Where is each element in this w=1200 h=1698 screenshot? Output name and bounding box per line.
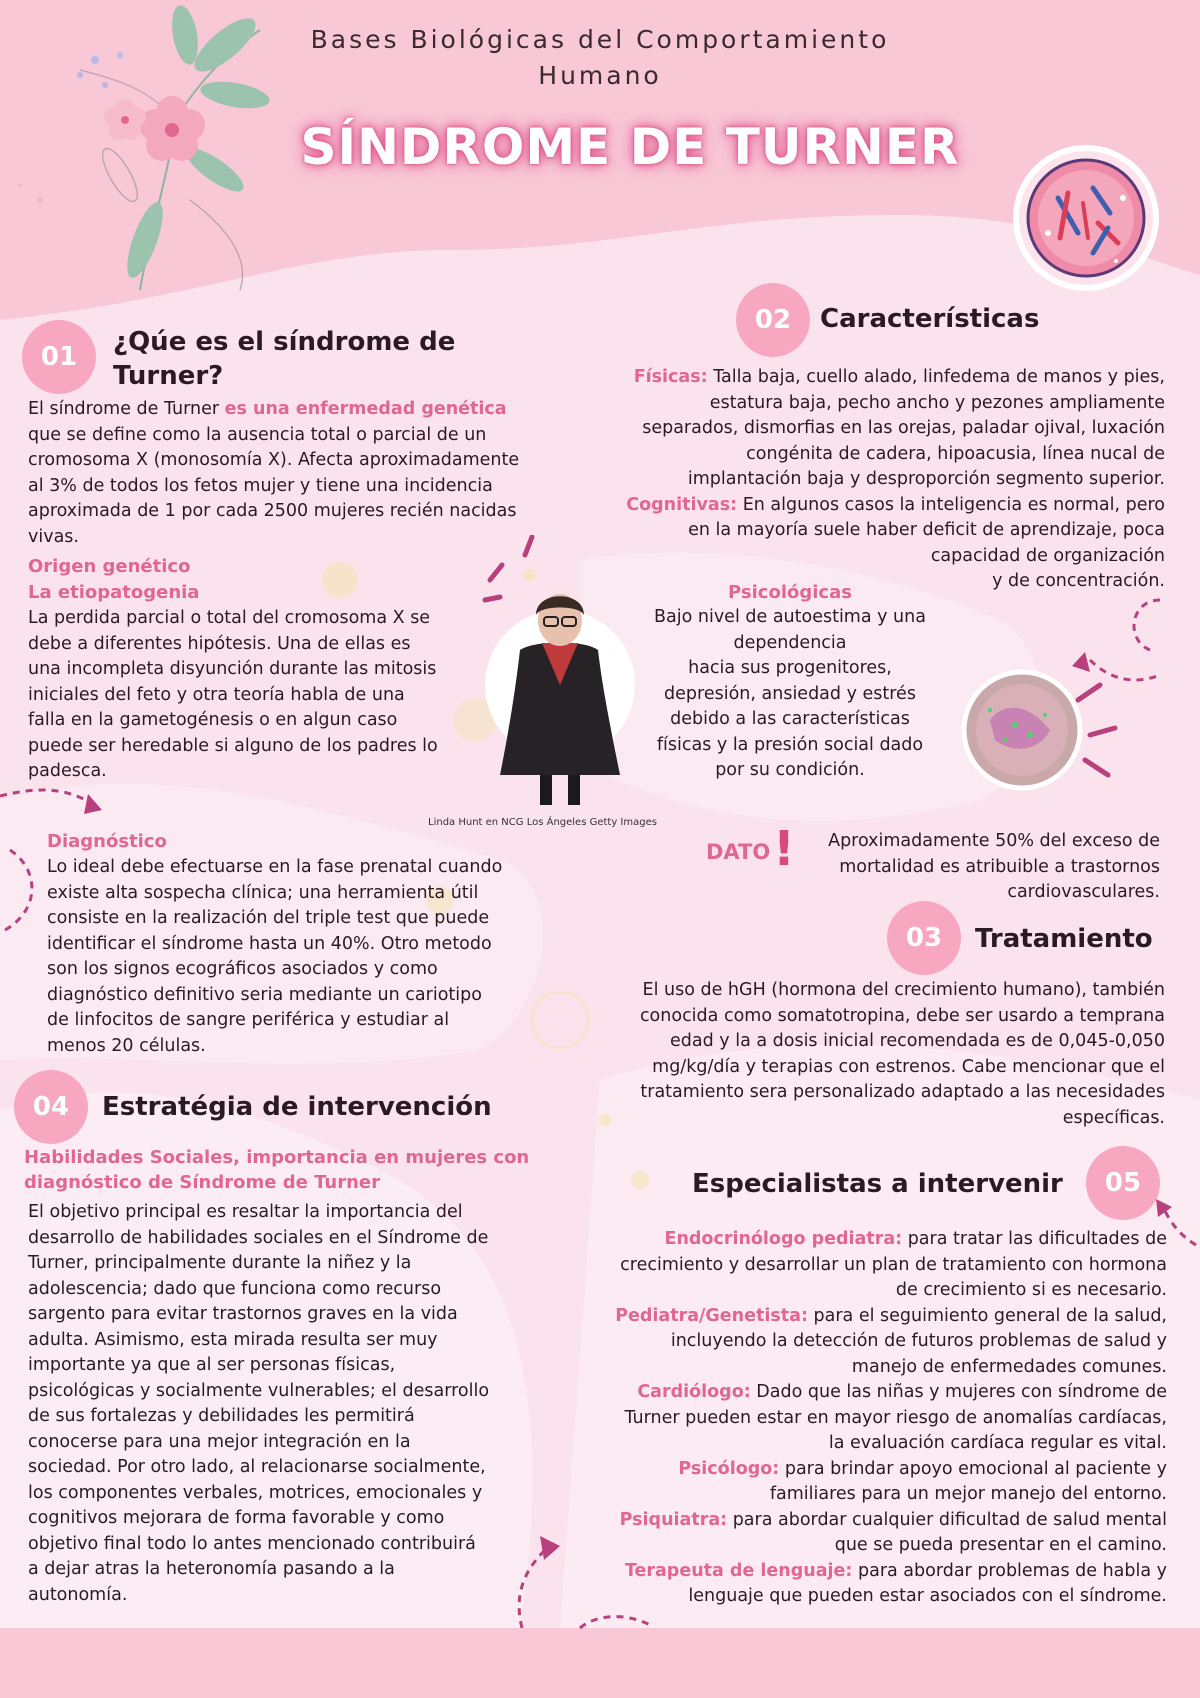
tratamiento-line: edad y la a dosis inicial recomendada es de 0,045-0,050	[670, 1031, 1165, 1051]
specialist-line: crecimiento y desarrollar un plan de tratamiento con hormona	[620, 1254, 1167, 1275]
specialist-line: para tratar las dificultades de	[902, 1229, 1167, 1249]
diag-line: de linfocitos de sangre periférica y estudiar al	[47, 1010, 450, 1030]
section-01-intro	[28, 397, 568, 550]
intro-text: El síndrome de Turner	[28, 399, 225, 419]
specialist-line: Dado que las niñas y mujeres con síndrome de	[750, 1382, 1167, 1402]
cognitivas-label: Cognitivas:	[626, 494, 738, 515]
intro-line: al 3% de todos los fetos mujer y tiene una incidencia	[28, 475, 493, 496]
specialist-item	[560, 1380, 1167, 1457]
dato-text	[780, 829, 1160, 906]
origin-label: Origen genético	[28, 556, 191, 577]
section-04-badge: 04	[14, 1070, 88, 1144]
estrategia-line: autonomía.	[28, 1584, 128, 1605]
section-01-heading-line2: Turner?	[113, 361, 224, 391]
section-01-heading-line1: ¿Qúe es el síndrome de	[113, 327, 456, 357]
fisicas-line: Talla baja, cuello alado, linfedema de manos y pies,	[707, 367, 1165, 387]
psico-line: físicas y la presión social dado	[656, 734, 924, 755]
estrategia-text	[28, 1200, 548, 1608]
section-05-heading: Especialistas a intervenir	[692, 1169, 1063, 1199]
specialist-item	[560, 1227, 1167, 1304]
estrategia-line: adulta. Asimismo, esta mirada resulta ser muy	[28, 1329, 438, 1350]
specialist-line: para abordar cualquier dificultad de salud mental	[727, 1509, 1167, 1530]
etio-line: padesca.	[28, 761, 107, 781]
estrategia-line: los componentes verbales, motrices, emocionales y	[28, 1482, 483, 1503]
tratamiento-line: específicas.	[1062, 1107, 1165, 1128]
specialist-line: Turner pueden estar en mayor riesgo de anomalías cardíacas,	[624, 1407, 1167, 1428]
course-title-line1: Bases Biológicas del Comportamiento	[310, 25, 890, 54]
fisicas-label: Físicas:	[633, 367, 708, 387]
specialist-item	[560, 1304, 1167, 1381]
diag-line: Lo ideal debe efectuarse en la fase prenatal cuando	[47, 857, 503, 877]
intro-line: aproximada de 1 por cada 2500 mujeres recién nacidas	[28, 501, 517, 521]
etiopatogenia-label: La etiopatogenia	[28, 582, 200, 603]
specialist-line: incluyendo la detección de futuros problemas de salud y	[670, 1331, 1167, 1351]
estrategia-line: Turner, principalmente durante la niñez y la	[28, 1253, 412, 1273]
estrategia-line: El objetivo principal es resaltar la importancia del	[28, 1202, 463, 1222]
etio-line: La perdida parcial o total del cromosoma X se	[28, 608, 431, 628]
diag-line: consiste en la realización del triple test que puede	[47, 908, 490, 928]
specialist-line: familiares para un mejor manejo del entorno.	[769, 1484, 1167, 1504]
etio-line: debe a diferentes hipótesis. Una de ellas es	[28, 633, 411, 654]
page-title: SÍNDROME DE TURNER	[300, 118, 960, 176]
subheading-line: diagnóstico de Síndrome de Turner	[24, 1172, 380, 1193]
section-01-heading	[113, 325, 455, 393]
course-title-line2: Humano	[538, 61, 662, 90]
specialist-line: para el seguimiento general de la salud,	[807, 1305, 1167, 1326]
specialist-label: Pediatra/Genetista:	[615, 1305, 808, 1326]
psico-line: debido a las características	[670, 709, 910, 729]
estrategia-line: a dejar atras la heteronomía pasando a la	[28, 1559, 395, 1579]
section-03-heading: Tratamiento	[975, 924, 1153, 954]
psico-line: por su condición.	[715, 760, 865, 780]
caracteristicas-text	[560, 365, 1165, 595]
etio-line: falla en la gametogénesis o en algun caso	[28, 710, 398, 730]
estrategia-line: desarrollo de habilidades sociales en el Síndrome de	[28, 1227, 489, 1248]
estrategia-line: importante ya que al ser personas físicas,	[28, 1355, 396, 1375]
estrategia-line: sargento para evitar trastornos graves en la vida	[28, 1304, 458, 1324]
section-04-heading: Estratégia de intervención	[102, 1092, 492, 1122]
fisicas-line: estatura baja, pecho ancho y pezones ampliamente	[709, 392, 1165, 413]
diag-line: diagnóstico definitivo seria mediante un cariotipo	[47, 984, 482, 1005]
diagnostico-label: Diagnóstico	[47, 831, 167, 852]
section-01-badge: 01	[22, 320, 96, 394]
fisicas-line: implantación baja y desproporción segmento superior.	[687, 469, 1165, 489]
psicologicas-label: Psicológicas	[728, 582, 852, 603]
etio-line: una incompleta disyunción durante las mitosis	[28, 659, 437, 679]
diag-line: identificar el síndrome hasta un 40%. Otro metodo	[47, 933, 492, 954]
section-02-heading: Características	[820, 304, 1040, 334]
estrategia-line: psicológicas y socialmente vulnerables; el desarrollo	[28, 1380, 490, 1401]
dato-line: cardiovasculares.	[1007, 882, 1160, 902]
etio-line: puede ser heredable si alguno de los padres lo	[28, 735, 438, 756]
cell-microscope-icon	[960, 580, 1200, 800]
diagnostico-text	[47, 855, 567, 1059]
specialist-label: Endocrinólogo pediatra:	[664, 1229, 903, 1249]
course-title	[0, 22, 1200, 94]
specialist-item	[560, 1457, 1167, 1508]
tratamiento-line: El uso de hGH (hormona del crecimiento humano), también	[642, 980, 1165, 1000]
dato-label: DATO	[706, 840, 771, 864]
intro-highlight: es una enfermedad genética	[224, 399, 507, 419]
cognitivas-line: y de concentración.	[992, 571, 1165, 591]
section-05-badge: 05	[1086, 1146, 1160, 1220]
intro-line: que se define como la ausencia total o parcial de un	[28, 424, 487, 445]
section-02-badge: 02	[736, 283, 810, 357]
specialist-label: Psicólogo:	[678, 1458, 780, 1479]
estrategia-line: objetivo final todo lo antes mencionado contribuirá	[28, 1533, 476, 1554]
estrategia-line: de sus fortalezas y debilidades les permitirá	[28, 1406, 415, 1426]
exclamation-icon: !	[773, 821, 795, 877]
cognitivas-line: en la mayoría suele haber deficit de aprendizaje, poca	[688, 520, 1165, 540]
dato-line: mortalidad es atribuible a trastornos	[839, 856, 1160, 877]
tratamiento-line: tratamiento sera personalizado adaptado a las necesidades	[640, 1082, 1165, 1102]
tratamiento-text	[580, 978, 1165, 1131]
specialist-line: la evaluación cardíaca regular es vital.	[828, 1433, 1167, 1453]
cognitivas-line: En algunos casos la inteligencia es normal, pero	[737, 494, 1165, 515]
specialist-label: Cardiólogo:	[637, 1382, 751, 1402]
cognitivas-line: capacidad de organización	[930, 545, 1165, 566]
diag-line: son los signos ecográficos asociados y como	[47, 959, 438, 979]
estrategia-line: adolescencia; dado que funciona como recurso	[28, 1278, 442, 1299]
specialist-line: para abordar problemas de habla y	[852, 1560, 1167, 1581]
section-04-subheading	[24, 1145, 529, 1195]
photo-caption: Linda Hunt en NCG Los Ángeles Getty Images	[428, 817, 657, 828]
specialist-label: Terapeuta de lenguaje:	[624, 1560, 853, 1581]
diag-line: menos 20 células.	[47, 1035, 206, 1056]
intro-line: cromosoma X (monosomía X). Afecta aproximadamente	[28, 450, 520, 470]
fisicas-line: congénita de cadera, hipoacusia, línea nucal de	[746, 443, 1165, 464]
psico-line: depresión, ansiedad y estrés	[664, 683, 916, 704]
section-03-badge: 03	[887, 901, 961, 975]
specialist-line: para brindar apoyo emocional al paciente y	[779, 1458, 1167, 1479]
specialist-line: manejo de enfermedades comunes.	[851, 1356, 1167, 1377]
fisicas-line: separados, dismorfias en las orejas, paladar ojival, luxación	[642, 418, 1165, 438]
psico-line: hacia sus progenitores,	[688, 658, 892, 678]
etio-line: iniciales del feto y otra teoría habla de una	[28, 684, 405, 705]
psico-line: Bajo nivel de autoestima y una	[654, 607, 926, 627]
curved-arrow-icon	[500, 1520, 660, 1630]
dato-line: Aproximadamente 50% del exceso de	[828, 831, 1160, 851]
subheading-line: Habilidades Sociales, importancia en mujeres con	[24, 1147, 530, 1168]
psico-line: dependencia	[733, 632, 847, 653]
tratamiento-line: mg/kg/día y terapias con estrenos. Cabe mencionar que el	[652, 1056, 1165, 1077]
etiopatogenia-text	[28, 606, 498, 785]
estrategia-line: sociedad. Por otro lado, al relacionarse socialmente,	[28, 1457, 486, 1477]
specialist-label: Psiquiatra:	[619, 1509, 728, 1530]
psicologicas-text	[640, 605, 940, 784]
diag-line: existe alta sospecha clínica; una herramienta útil	[47, 882, 479, 903]
tratamiento-line: conocida como somatotropina, debe ser usardo a temprana	[639, 1005, 1165, 1026]
specialist-line: que se pueda presentar en el camino.	[834, 1535, 1167, 1555]
specialist-line: de crecimiento si es necesario.	[895, 1280, 1167, 1300]
estrategia-line: cognitivos mejorara de forma favorable y como	[28, 1508, 445, 1528]
specialist-line: lenguaje que pueden estar asociados con el síndrome.	[688, 1586, 1167, 1606]
estrategia-line: conocerse para una mejor integración en la	[28, 1431, 411, 1452]
intro-line: vivas.	[28, 526, 79, 547]
